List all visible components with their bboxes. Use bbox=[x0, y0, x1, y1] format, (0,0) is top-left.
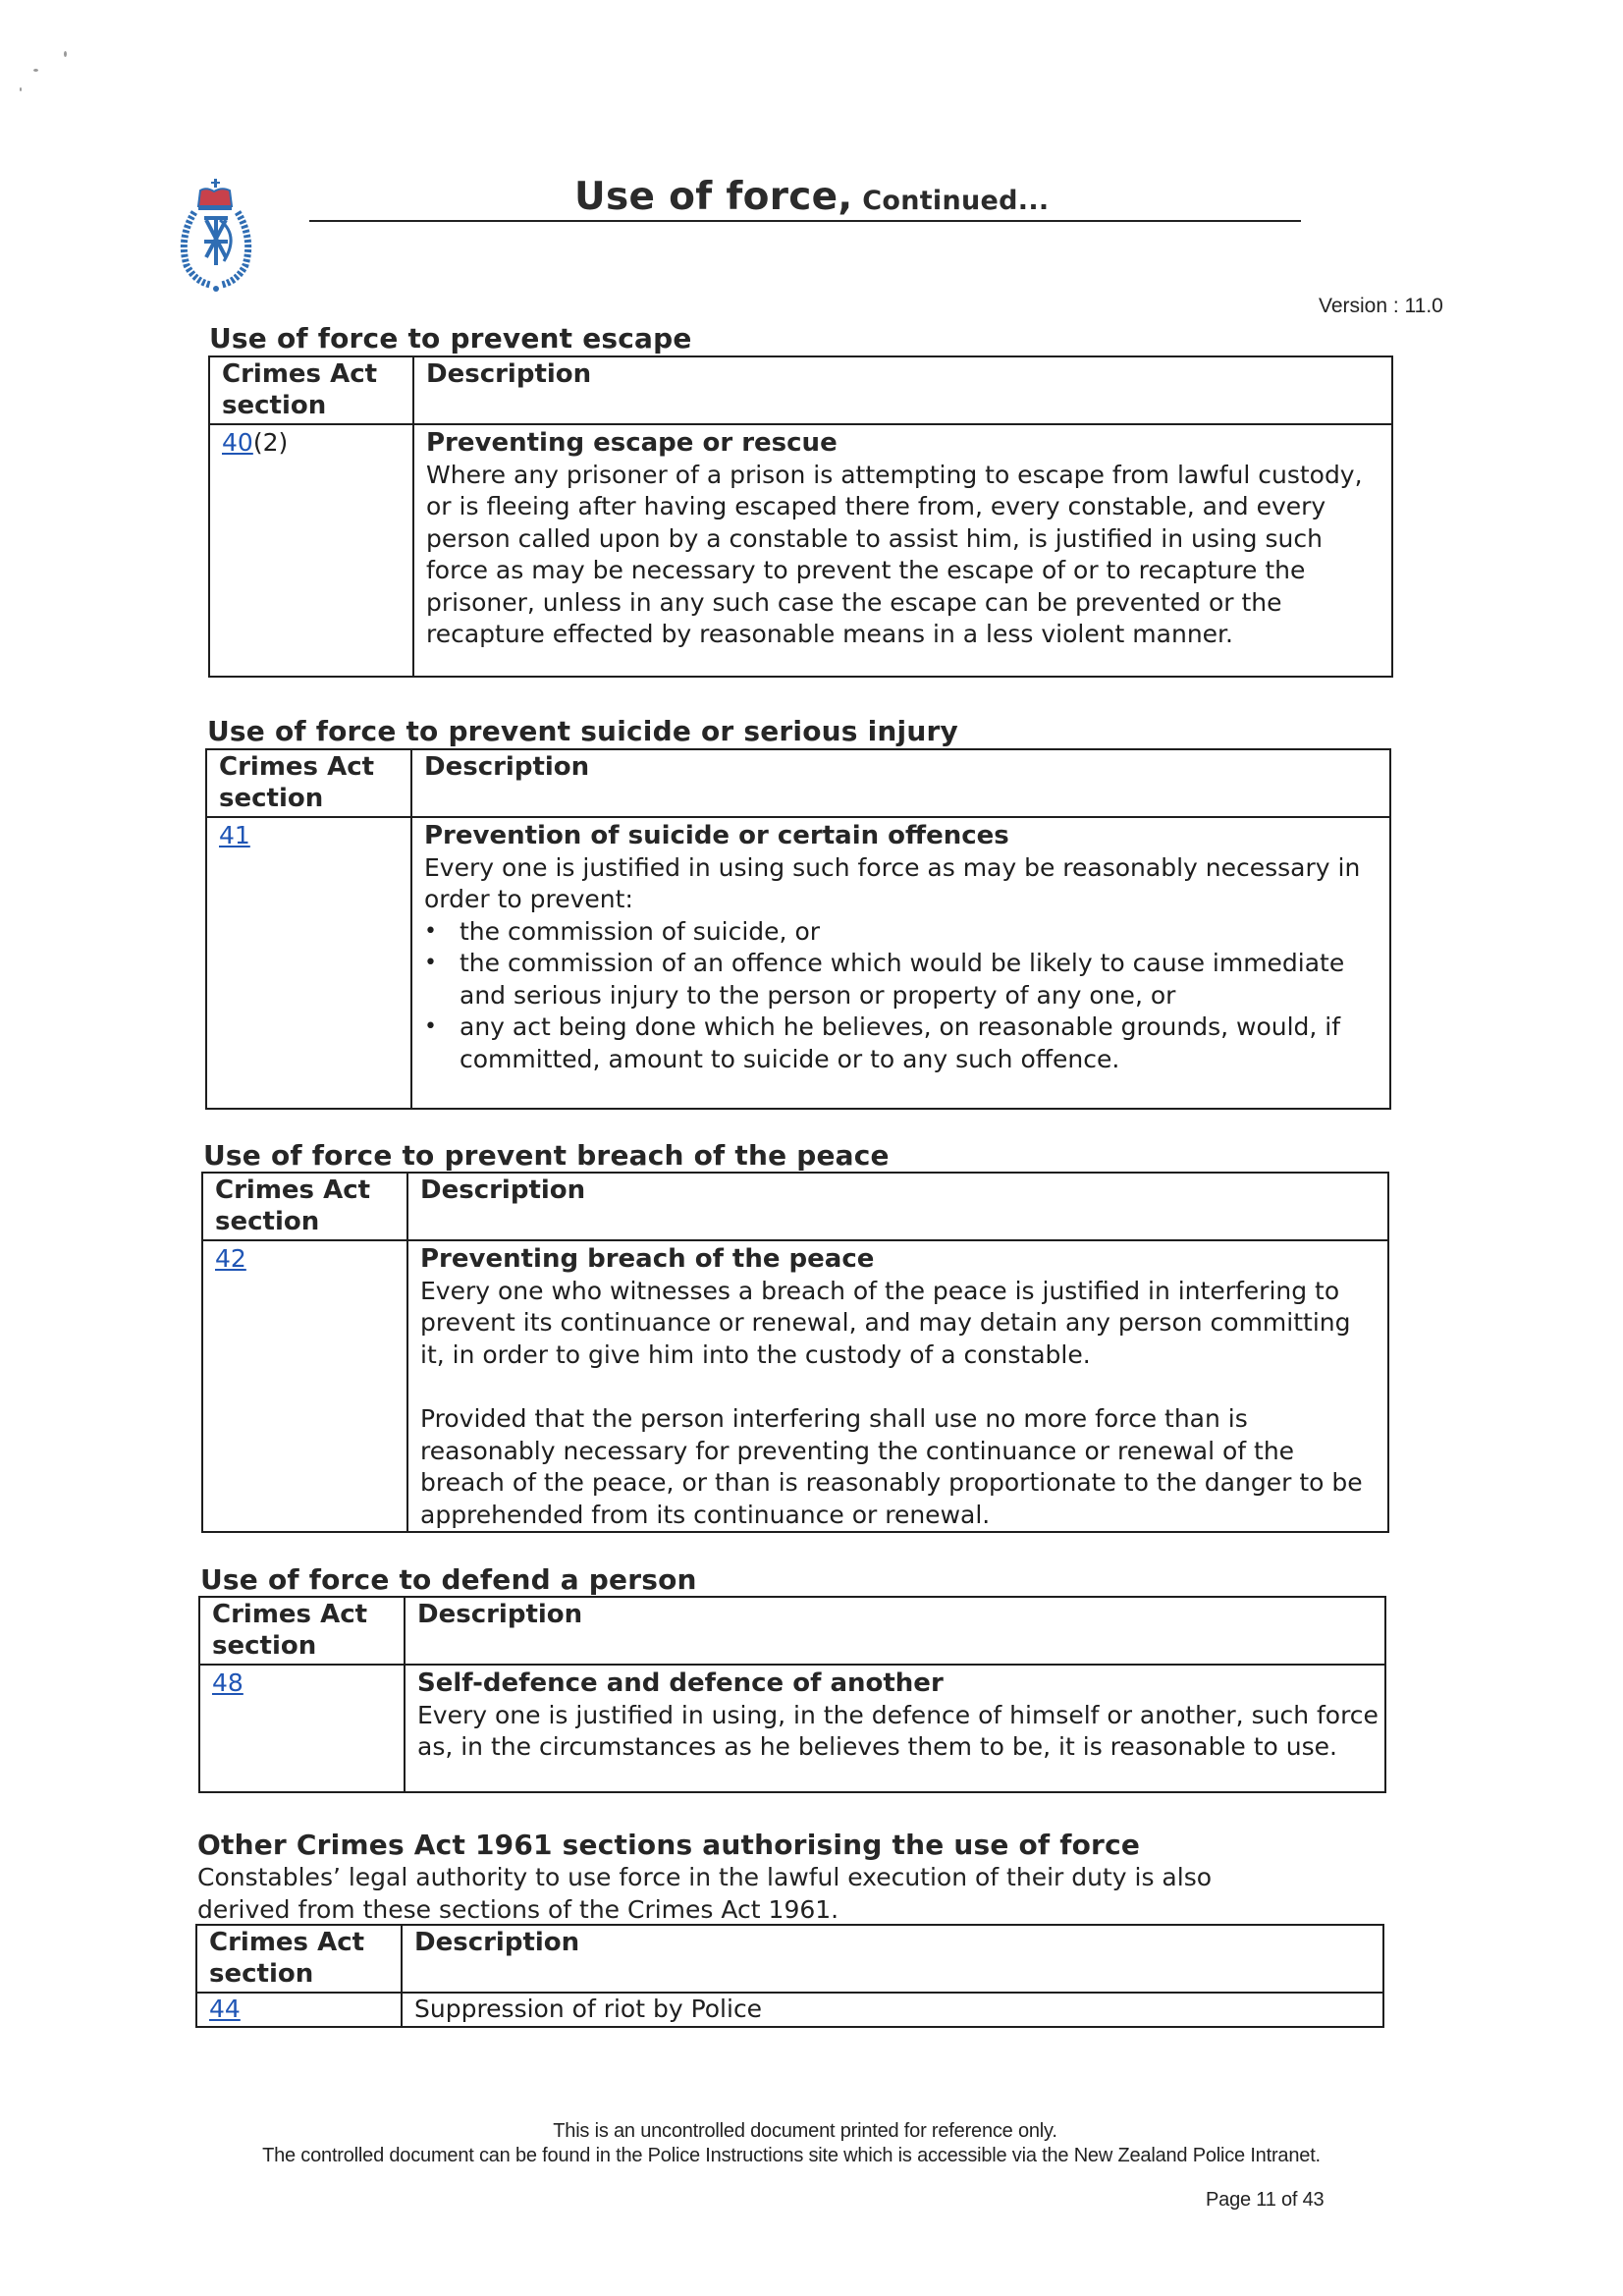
section-link-41[interactable]: 41 bbox=[219, 821, 250, 849]
title-rule bbox=[309, 220, 1301, 222]
table-row bbox=[196, 1993, 1383, 2027]
table-defend-person bbox=[198, 1596, 1386, 1793]
intro-line-1: Constables’ legal authority to use force in the lawful execution of their duty is also bbox=[197, 1863, 1213, 1891]
section-cell bbox=[209, 424, 413, 677]
table-header-row bbox=[202, 1173, 1388, 1240]
column-header-description: Description bbox=[413, 356, 1392, 424]
table-row bbox=[209, 424, 1392, 677]
table-row bbox=[202, 1240, 1388, 1532]
scan-speck bbox=[33, 69, 38, 72]
section-heading-breach: Use of force to prevent breach of the peace bbox=[203, 1139, 890, 1172]
bullet-list bbox=[424, 916, 1383, 1076]
description-cell bbox=[413, 424, 1392, 677]
table-header-row bbox=[206, 749, 1390, 817]
description-title: Prevention of suicide or certain offences bbox=[424, 821, 1009, 850]
table-prevent-breach bbox=[201, 1172, 1389, 1533]
column-header-section: Crimes Act section bbox=[202, 1173, 407, 1240]
scan-speck bbox=[20, 87, 22, 91]
description-title: Self-defence and defence of another bbox=[417, 1668, 944, 1698]
column-header-section: Crimes Act section bbox=[209, 356, 413, 424]
description-text: Where any prisoner of a prison is attempting to escape from lawful custody, or is fleeing after having escaped there from, every constable, and every person called upon by a constable to assist him, is justified in using such force as may be necessary to prevent the escape of or to recapture the prisoner, unless in any such case the escape can be prevented or the recapture effected by reasonable means in a less violent manner. bbox=[426, 460, 1363, 648]
table-header-row bbox=[199, 1597, 1385, 1665]
intro-line-2: derived from these sections of the Crimes Act 1961. bbox=[197, 1895, 839, 1924]
column-header-section: Crimes Act section bbox=[199, 1597, 405, 1665]
column-header-description: Description bbox=[407, 1173, 1388, 1240]
page-title bbox=[574, 175, 1049, 219]
table-row bbox=[199, 1665, 1385, 1792]
section-cell bbox=[206, 817, 411, 1109]
table-header-row bbox=[209, 356, 1392, 424]
description-title: Preventing escape or rescue bbox=[426, 428, 838, 458]
section-link-42[interactable]: 42 bbox=[215, 1244, 246, 1273]
bullet-item: • the commission of an offence which would be likely to cause immediate and serious injury to the person or property of any one, or bbox=[460, 948, 1383, 1011]
page-title-main: Use of force, bbox=[574, 175, 853, 219]
description-text: Every one is justified in using, in the defence of himself or another, such force as, in the circumstances as he believes them to be, it is reasonable to use. bbox=[417, 1700, 1379, 1761]
page-number: Page 11 of 43 bbox=[1206, 2189, 1325, 2211]
section-suffix: (2) bbox=[252, 428, 289, 457]
section-heading-escape: Use of force to prevent escape bbox=[209, 322, 692, 355]
table-header-row bbox=[196, 1925, 1383, 1993]
description-title: Preventing breach of the peace bbox=[420, 1244, 875, 1274]
table-prevent-escape bbox=[208, 355, 1393, 678]
paragraph-gap bbox=[420, 1371, 1381, 1403]
description-text: Every one is justified in using such force as may be reasonably necessary in order to prevent: bbox=[424, 852, 1361, 913]
scan-speck bbox=[64, 51, 67, 57]
description-cell bbox=[405, 1665, 1385, 1792]
description-cell bbox=[411, 817, 1390, 1109]
section-link-40[interactable]: 40 bbox=[222, 428, 253, 457]
bullet-item: • any act being done which he believes, on reasonable grounds, would, if committed, amount to suicide or to any such offence. bbox=[460, 1011, 1383, 1075]
section-heading-defend: Use of force to defend a person bbox=[200, 1563, 697, 1596]
column-header-section: Crimes Act section bbox=[196, 1925, 402, 1993]
column-header-description: Description bbox=[405, 1597, 1385, 1665]
description-text: Suppression of riot by Police bbox=[414, 1995, 763, 2023]
bullet-item: • the commission of suicide, or bbox=[460, 916, 1383, 949]
table-prevent-suicide bbox=[205, 748, 1391, 1110]
column-header-description: Description bbox=[411, 749, 1390, 817]
section-heading-other: Other Crimes Act 1961 sections authorising the use of force bbox=[197, 1829, 1141, 1861]
table-row bbox=[206, 817, 1390, 1109]
page-title-continued: Continued... bbox=[852, 186, 1050, 216]
section-cell bbox=[196, 1993, 402, 2027]
table-other-sections bbox=[195, 1924, 1384, 2028]
description-cell bbox=[407, 1240, 1388, 1532]
footer-disclaimer-2: The controlled document can be found in the Police Instructions site which is accessible via the New Zealand Police Intranet. bbox=[262, 2145, 1321, 2166]
section-link-48[interactable]: 48 bbox=[212, 1668, 243, 1697]
section-cell bbox=[199, 1665, 405, 1792]
section-heading-suicide: Use of force to prevent suicide or serious injury bbox=[207, 715, 958, 747]
column-header-description: Description bbox=[402, 1925, 1383, 1993]
section-cell bbox=[202, 1240, 407, 1532]
nz-police-crest-icon bbox=[177, 179, 255, 293]
column-header-section: Crimes Act section bbox=[206, 749, 411, 817]
section-link-44[interactable]: 44 bbox=[209, 1995, 241, 2023]
description-text: Every one who witnesses a breach of the peace is justified in interfering to prevent its continuance or renewal, and may detain any person committing it, in order to give him into the custody of a constable. bbox=[420, 1276, 1351, 1369]
version-label: Version : 11.0 bbox=[1319, 295, 1443, 317]
footer-disclaimer-1: This is an uncontrolled document printed for reference only. bbox=[553, 2120, 1057, 2142]
description-text-2: Provided that the person interfering shall use no more force than is reasonably necessary for preventing the continuance or renewal of the breach of the peace, or than is reasonably proportionate to the danger to be apprehended from its continuance or renewal. bbox=[420, 1404, 1363, 1529]
description-cell bbox=[402, 1993, 1383, 2027]
